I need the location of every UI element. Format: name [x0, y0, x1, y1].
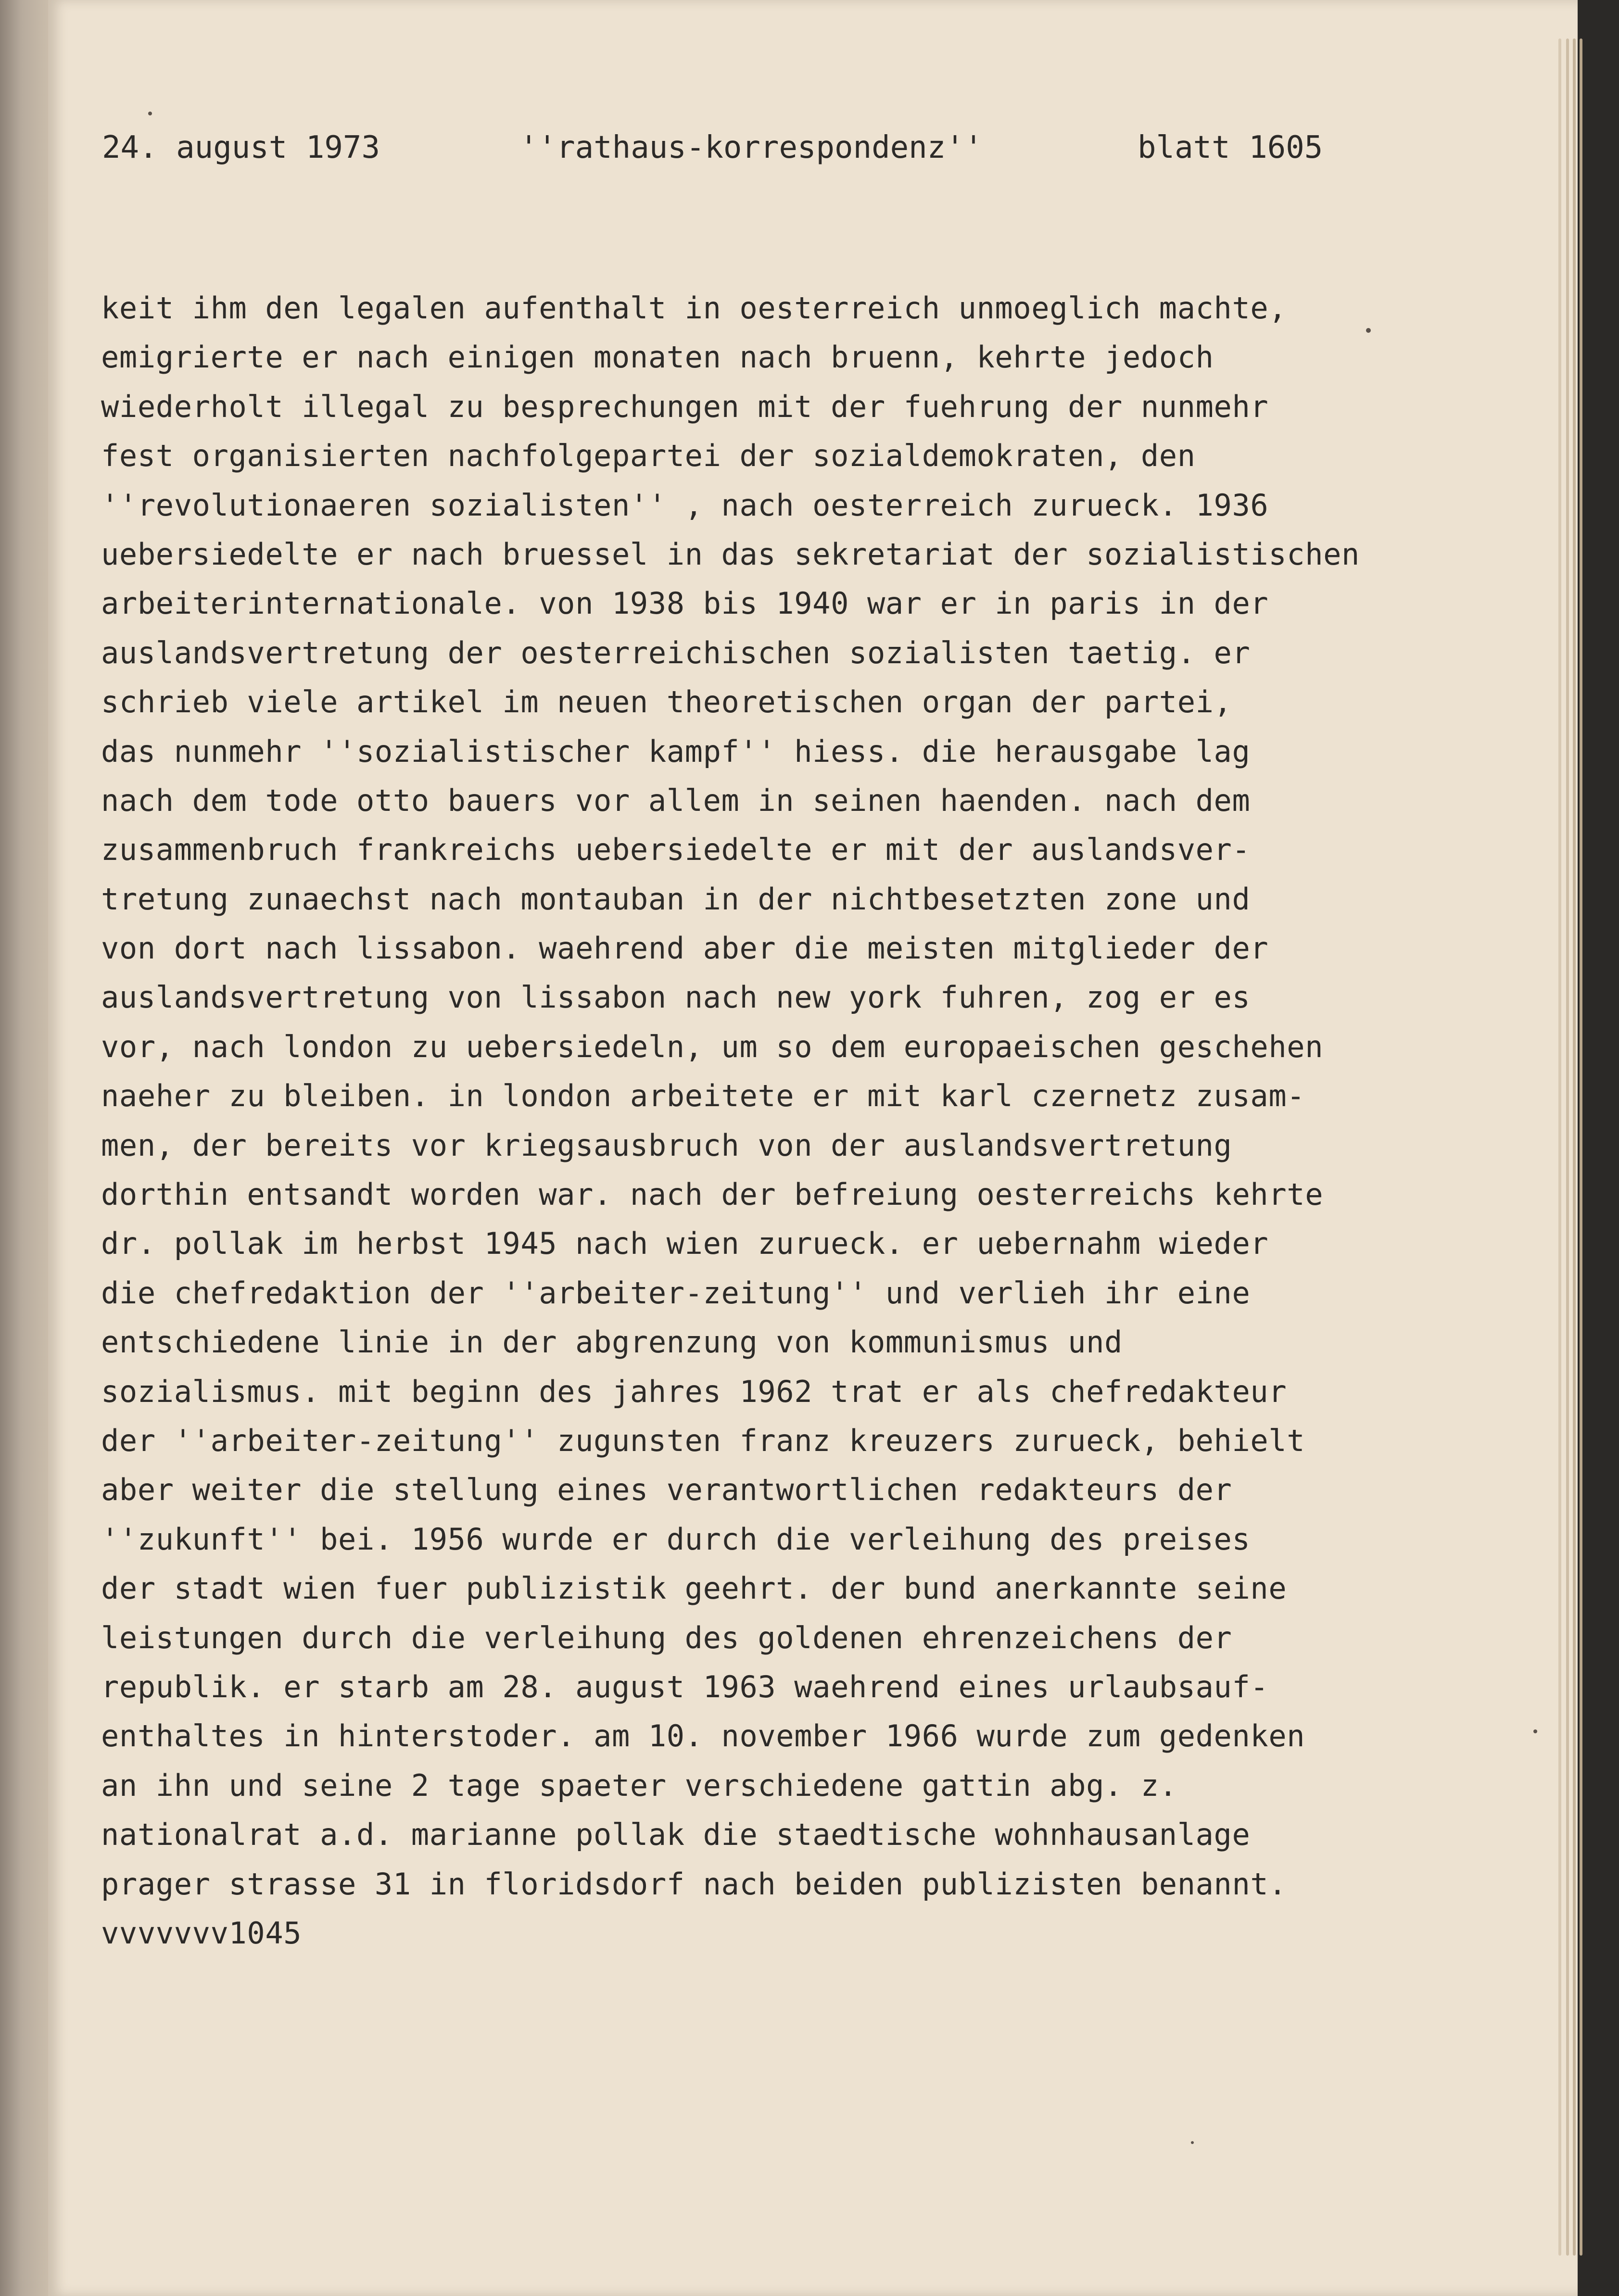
text-line: der stadt wien fuer publizistik geehrt. der bund anerkannte seine: [101, 1571, 1287, 1606]
text-line: dr. pollak im herbst 1945 nach wien zurueck. er uebernahm wieder: [101, 1226, 1269, 1262]
text-line: enthaltes in hinterstoder. am 10. november 1966 wurde zum gedenken: [101, 1718, 1305, 1754]
text-line: nach dem tode otto bauers vor allem in seinen haenden. nach dem: [101, 782, 1251, 818]
page-stack-edge: [1566, 38, 1569, 2256]
text-line: ''revolutionaeren sozialisten'' , nach oesterreich zurueck. 1936: [101, 487, 1269, 523]
text-line: dorthin entsandt worden war. nach der befreiung oesterreichs kehrte: [101, 1177, 1324, 1212]
text-line: naeher zu bleiben. in london arbeitete er mit karl czernetz zusam-: [101, 1078, 1305, 1114]
page-stack-edge: [1573, 38, 1576, 2256]
text-line: das nunmehr ''sozialistischer kampf'' hiess. die herausgabe lag: [101, 733, 1251, 769]
text-line: uebersiedelte er nach bruessel in das sekretariat der sozialistischen: [101, 536, 1360, 572]
text-line: auslandsvertretung der oesterreichischen sozialisten taetig. er: [101, 635, 1251, 670]
body-text: [101, 284, 1496, 1958]
text-line: von dort nach lissabon. waehrend aber die meisten mitglieder der: [101, 931, 1269, 966]
ink-speck: [1191, 2141, 1194, 2144]
previous-page-edge: [0, 0, 48, 2296]
text-line: leistungen durch die verleihung des goldenen ehrenzeichens der: [101, 1620, 1232, 1655]
text-line: men, der bereits vor kriegsausbruch von der auslandsvertretung: [101, 1127, 1232, 1163]
text-line: der ''arbeiter-zeitung'' zugunsten franz kreuzers zurueck, behielt: [101, 1423, 1305, 1458]
page-stack-edge: [1580, 38, 1582, 2256]
ink-speck: [148, 112, 152, 115]
header-sheet-number: blatt 1605: [1138, 130, 1323, 165]
header-publication: ''rathaus-korrespondenz'': [519, 130, 983, 165]
text-line: fest organisierten nachfolgepartei der sozialdemokraten, den: [101, 438, 1196, 474]
text-line: keit ihm den legalen aufenthalt in oesterreich unmoeglich machte,: [101, 290, 1287, 326]
text-line: vvvvvvv1045: [101, 1915, 302, 1951]
text-line: auslandsvertretung von lissabon nach new york fuhren, zog er es: [101, 980, 1251, 1015]
text-line: die chefredaktion der ''arbeiter-zeitung'' und verlieh ihr eine: [101, 1275, 1251, 1311]
text-line: schrieb viele artikel im neuen theoretischen organ der partei,: [101, 684, 1232, 720]
text-line: republik. er starb am 28. august 1963 waehrend eines urlaubsauf-: [101, 1669, 1269, 1704]
text-line: entschiedene linie in der abgrenzung von kommunismus und: [101, 1325, 1123, 1360]
header-date: 24. august 1973: [102, 130, 380, 165]
page-stack-edge: [1558, 38, 1561, 2256]
text-line: vor, nach london zu uebersiedeln, um so dem europaeischen geschehen: [101, 1029, 1324, 1064]
text-line: nationalrat a.d. marianne pollak die staedtische wohnhausanlage: [101, 1817, 1251, 1853]
page-header: [0, 130, 1619, 178]
text-line: ''zukunft'' bei. 1956 wurde er durch die verleihung des preises: [101, 1521, 1251, 1557]
text-line: arbeiterinternationale. von 1938 bis 1940 war er in paris in der: [101, 586, 1269, 621]
text-line: prager strasse 31 in floridsdorf nach beiden publizisten benannt.: [101, 1866, 1287, 1902]
text-line: zusammenbruch frankreichs uebersiedelte er mit der auslandsver-: [101, 832, 1251, 868]
text-line: tretung zunaechst nach montauban in der nichtbesetzten zone und: [101, 881, 1251, 917]
text-line: emigrierte er nach einigen monaten nach bruenn, kehrte jedoch: [101, 340, 1214, 375]
text-line: sozialismus. mit beginn des jahres 1962 trat er als chefredakteur: [101, 1374, 1287, 1409]
text-line: an ihn und seine 2 tage spaeter verschiedene gattin abg. z.: [101, 1767, 1177, 1803]
text-line: wiederholt illegal zu besprechungen mit der fuehrung der nunmehr: [101, 389, 1269, 424]
text-line: aber weiter die stellung eines verantwortlichen redakteurs der: [101, 1472, 1232, 1508]
ink-speck: [1533, 1729, 1537, 1733]
